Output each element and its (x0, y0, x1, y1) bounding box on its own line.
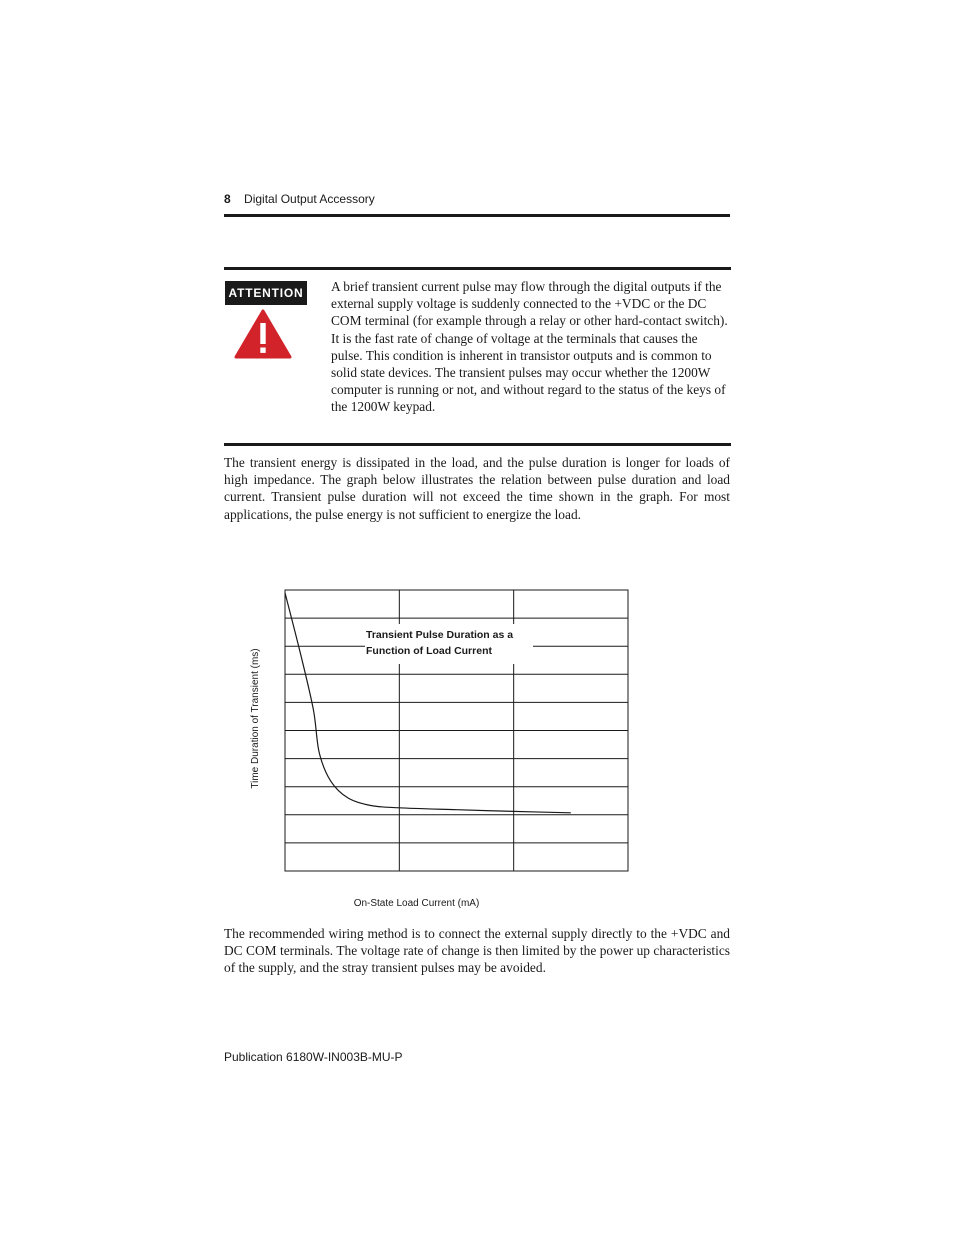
attention-bottom-rule (224, 443, 731, 446)
attention-label: ATTENTION (225, 281, 307, 305)
chart-title-line: Transient Pulse Duration as a (366, 629, 514, 641)
publication-footer: Publication 6180W-IN003B-MU-P (224, 1050, 403, 1064)
section-title: Digital Output Accessory (244, 192, 375, 206)
x-axis-label: On-State Load Current (mA) (353, 898, 480, 909)
chart-title-line: Function of Load Current (366, 645, 492, 657)
transient-pulse-chart (240, 580, 640, 910)
y-axis-label: Time Duration of Transient (ms) (250, 648, 261, 789)
warning-triangle-icon (234, 309, 292, 359)
attention-top-rule (224, 267, 731, 270)
page-header (224, 192, 730, 217)
body-paragraph-2: The recommended wiring method is to connect the external supply directly to the +VDC and DC COM terminals. The voltage rate of change is then limited by the power up characteristics of the supply, and the stray transient pulses may be avoided. (224, 926, 730, 976)
page-number: 8 (224, 192, 231, 206)
body-paragraph-1: The transient energy is dissipated in the load, and the pulse duration is longer for loads of high impedance. The graph below illustrates the relation between pulse duration and load current. Transient pulse duration will not exceed the time shown in the graph. For most applications, the pulse energy is not sufficient to energize the load. (224, 455, 730, 522)
attention-text: A brief transient current pulse may flow through the digital outputs if the external supply voltage is suddenly connected to the +VDC or the DC COM terminal (for example through a relay or other hard-contact switch). It is the fast rate of change of voltage at the terminals that causes the pulse. This condition is inherent in transistor outputs and is common to solid state devices. The transient pulses may occur whether the 1200W computer is running or not, and without regard to the status of the keys of the 1200W keypad. (331, 279, 728, 415)
